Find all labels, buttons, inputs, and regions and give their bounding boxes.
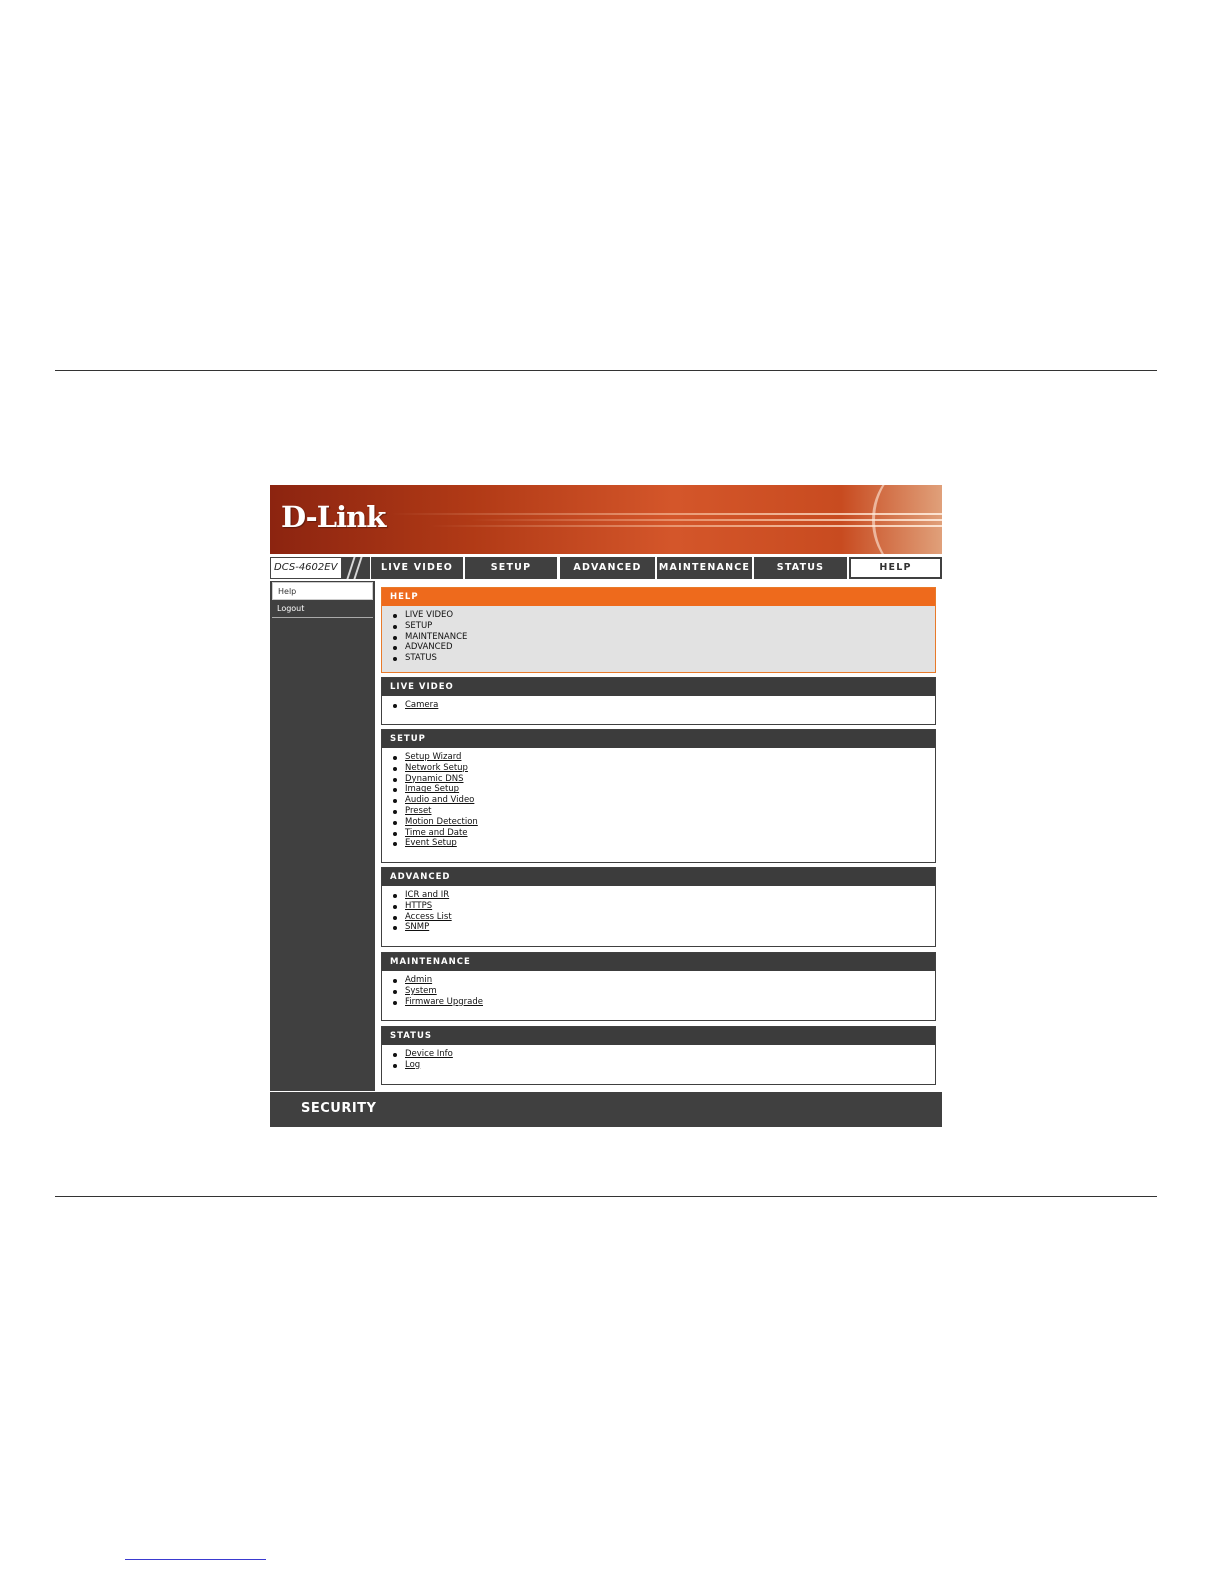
camera-web-ui	[270, 485, 942, 1127]
link-admin[interactable]: Admin	[405, 975, 433, 985]
list-item: SETUP	[393, 621, 935, 632]
link-icr-and-ir[interactable]: ICR and IR	[405, 890, 450, 900]
list-item	[393, 1060, 935, 1071]
footer-bar	[270, 1092, 942, 1127]
list-item	[393, 828, 935, 839]
tab-help[interactable]: HELP	[849, 557, 942, 579]
list-item: ADVANCED	[393, 642, 935, 653]
list-item	[393, 975, 935, 986]
link-setup-wizard[interactable]: Setup Wizard	[405, 752, 462, 762]
list-item	[393, 890, 935, 901]
page-divider-bottom	[55, 1196, 1157, 1197]
footer-link-rule	[125, 1559, 266, 1560]
banner-stripe	[390, 513, 942, 515]
list-item	[393, 817, 935, 828]
list-item: LIVE VIDEO	[393, 610, 935, 621]
model-name: DCS-4602EV	[270, 557, 342, 579]
link-audio-and-video[interactable]: Audio and Video	[405, 795, 475, 806]
section-title: STATUS	[382, 1027, 935, 1045]
header-banner	[270, 485, 942, 554]
list-item	[393, 997, 935, 1008]
link-system[interactable]: System	[405, 985, 437, 996]
link-network-setup[interactable]: Network Setup	[405, 762, 468, 773]
link-snmp[interactable]: SNMP	[405, 922, 430, 933]
setup-section	[381, 729, 936, 863]
list-item	[393, 774, 935, 785]
list-item: MAINTENANCE	[393, 632, 935, 643]
sidebar-item-logout[interactable]: Logout	[272, 600, 373, 618]
link-camera[interactable]: Camera	[405, 700, 439, 710]
banner-stripe	[430, 525, 942, 527]
link-access-list[interactable]: Access List	[405, 911, 452, 922]
section-title: SETUP	[382, 730, 935, 748]
live-video-section	[381, 677, 936, 725]
tab-live-video[interactable]: LIVE VIDEO	[371, 557, 463, 579]
link-log[interactable]: Log	[405, 1059, 421, 1070]
link-event-setup[interactable]: Event Setup	[405, 838, 457, 849]
dlink-logo: D-Link	[281, 500, 386, 534]
link-time-and-date[interactable]: Time and Date	[405, 827, 468, 838]
maintenance-section	[381, 952, 936, 1021]
help-section	[381, 587, 936, 673]
link-preset[interactable]: Preset	[405, 805, 432, 816]
security-label: SECURITY	[301, 1101, 377, 1116]
page-divider-top	[55, 370, 1157, 371]
list-item	[393, 922, 935, 933]
advanced-section	[381, 867, 936, 947]
list-item	[393, 795, 935, 806]
section-title: MAINTENANCE	[382, 953, 935, 971]
model-slashes-decoration	[342, 557, 370, 579]
link-motion-detection[interactable]: Motion Detection	[405, 816, 478, 827]
link-device-info[interactable]: Device Info	[405, 1049, 453, 1059]
banner-swoosh	[872, 485, 942, 554]
status-section	[381, 1026, 936, 1085]
tab-status[interactable]: STATUS	[754, 557, 847, 579]
tab-advanced[interactable]: ADVANCED	[560, 557, 655, 579]
link-dynamic-dns[interactable]: Dynamic DNS	[405, 773, 464, 784]
list-item	[393, 763, 935, 774]
link-https[interactable]: HTTPS	[405, 900, 433, 911]
list-item: STATUS	[393, 653, 935, 664]
list-item	[393, 806, 935, 817]
list-item	[393, 784, 935, 795]
top-navigation	[270, 557, 942, 579]
sidebar-item-help[interactable]: Help	[272, 582, 373, 600]
list-item	[393, 838, 935, 849]
list-item	[393, 901, 935, 912]
list-item	[393, 752, 935, 763]
list-item	[393, 700, 935, 711]
list-item	[393, 986, 935, 997]
section-title: HELP	[382, 588, 935, 606]
tab-setup[interactable]: SETUP	[465, 557, 557, 579]
section-title: ADVANCED	[382, 868, 935, 886]
list-item	[393, 1049, 935, 1060]
section-title: LIVE VIDEO	[382, 678, 935, 696]
tab-maintenance[interactable]: MAINTENANCE	[657, 557, 752, 579]
sidebar	[270, 581, 375, 1091]
link-image-setup[interactable]: Image Setup	[405, 784, 460, 795]
list-item	[393, 912, 935, 923]
link-firmware-upgrade[interactable]: Firmware Upgrade	[405, 996, 483, 1007]
